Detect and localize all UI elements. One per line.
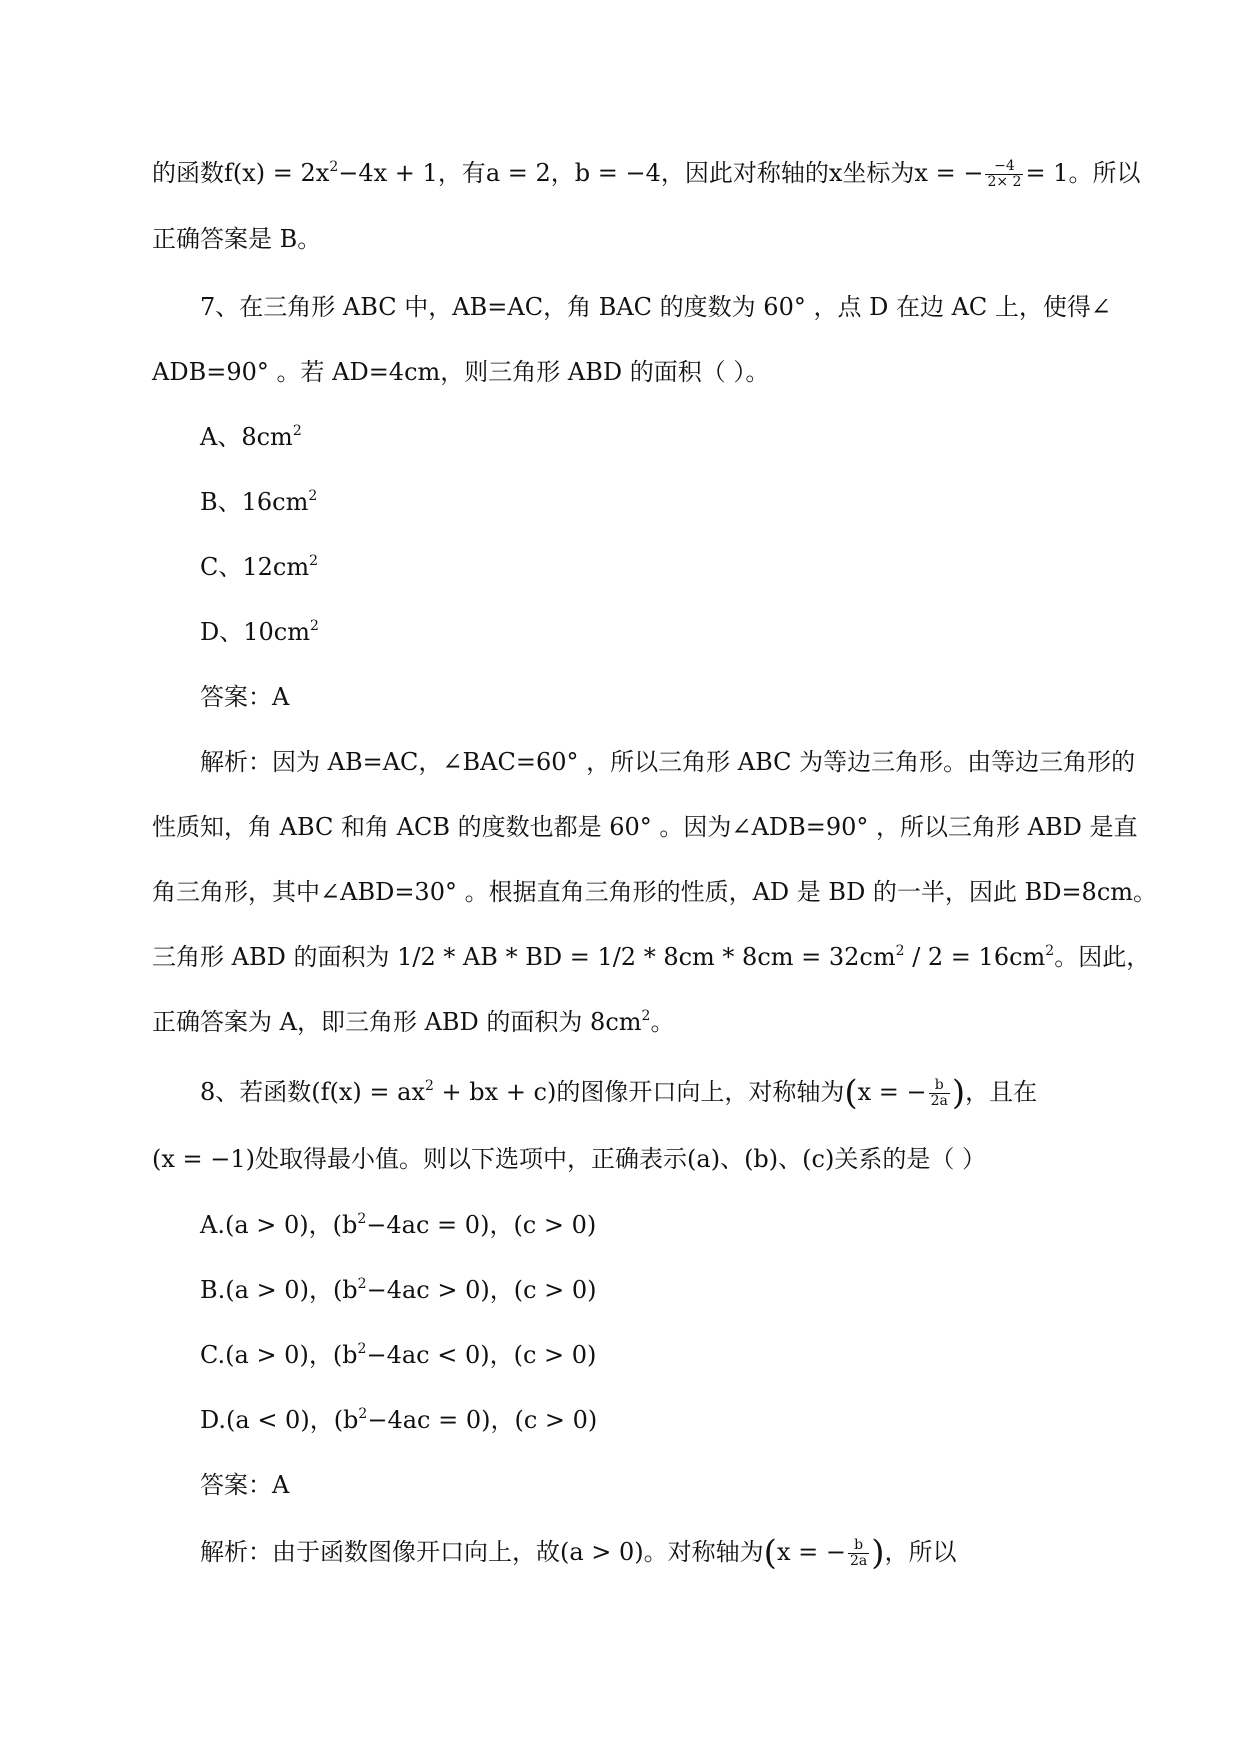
superscript: 2 [329,159,339,175]
text: 。所以 [1068,159,1141,187]
option-text: C、12cm [200,553,310,581]
answer-7: 答案：A [200,683,290,711]
text: 。对称轴为 [643,1538,764,1566]
math: (b [332,1211,358,1239]
text: ， [308,1211,333,1239]
math: + bx + c) [433,1078,557,1106]
question-7-line-1: 7、在三角形 ABC 中，AB=AC，角 BAC 的度数为 60° ，点 D 在边 AC 上，使得∠ [200,293,1112,321]
text: / 2 = 16cm [904,943,1046,971]
paren: ) [871,1533,885,1573]
fraction-denominator: 2a [930,1093,948,1109]
math: −4ac = 0) [366,1211,490,1239]
text: 。因此， [1054,943,1151,971]
math: (c) [802,1145,835,1173]
question-8-line-2 [152,1142,1102,1176]
superscript: 2 [309,553,319,569]
text: ， [308,1276,333,1304]
text: ， [550,159,575,187]
math: (c > 0) [513,1211,597,1239]
option-prefix: A. [200,1211,225,1239]
analysis-7-line-2: 性质知，角 ABC 和角 ACB 的度数也都是 60° 。因为∠ADB=90° ，所以三角形 ABD 是直 [152,813,1138,841]
math: (a) [687,1145,721,1173]
math: −4ac = 0) [367,1406,491,1434]
option-c [200,550,1150,584]
text: ， [489,1211,514,1239]
text: ，因此对称轴的 [660,159,829,187]
fraction-numerator: b [848,1538,869,1554]
text: ，有 [437,159,486,187]
math: (a < 0) [226,1406,310,1434]
math: −4ac > 0) [366,1276,490,1304]
option-a [200,420,1150,454]
fraction [985,159,1023,190]
text: 解析：由于函数图像开口向上，故 [200,1538,560,1566]
superscript: 2 [425,1078,434,1094]
math: (c > 0) [513,1341,597,1369]
text: 的图像开口向上，对称轴为 [556,1078,845,1106]
text-line: 正确答案是 B。 [152,225,322,253]
option-prefix: C. [200,1341,226,1369]
superscript: 2 [309,618,319,634]
math: (c > 0) [514,1406,598,1434]
analysis-8-line-1 [200,1533,1150,1573]
option-d [200,1403,1150,1437]
text: ， [308,1341,333,1369]
fraction [929,1078,950,1109]
math: (b [332,1276,358,1304]
option-b [200,1273,1150,1307]
text: 8、若函数 [200,1078,312,1106]
text: 正确答案为 A，即三角形 ABD 的面积为 8cm [152,1008,642,1036]
analysis-7-line-4 [152,940,1151,974]
text: ， [309,1406,334,1434]
math: = 1 [1025,159,1069,187]
superscript: 2 [641,1008,651,1024]
analysis-7-line-3: 角三角形，其中∠ABD=30° 。根据直角三角形的性质，AD 是 BD 的一半，因此 BD=8cm。 [152,878,1158,906]
text: 、 [720,1145,745,1173]
fraction-numerator: b [929,1078,950,1094]
text: 。 [650,1008,675,1036]
superscript: 2 [1045,943,1055,959]
paren: ( [763,1533,777,1573]
option-text: A、8cm [200,423,293,451]
option-prefix: B. [200,1276,226,1304]
option-a [200,1208,1150,1242]
option-text: D、10cm [200,618,310,646]
paren: ( [844,1073,858,1113]
fraction-denominator: 2a [849,1553,868,1569]
math: (b) [744,1145,779,1173]
answer-8: 答案：A [200,1471,290,1499]
fraction-numerator: −4 [985,159,1023,175]
question-8-line-1 [200,1073,1150,1113]
math: x [828,159,843,187]
text: ，所以 [884,1538,957,1566]
superscript: 2 [358,1406,368,1422]
text-line [152,156,1141,190]
option-c [200,1338,1150,1372]
fraction-denominator: 2× 2 [987,174,1022,190]
superscript: 2 [895,943,905,959]
math: (a > 0) [225,1276,309,1304]
fraction [848,1538,869,1569]
superscript: 2 [292,423,302,439]
paren: ) [951,1073,966,1113]
math: (b [333,1406,359,1434]
question-7-line-2: ADB=90° 。若 AD=4cm，则三角形 ABD 的面积（ ）。 [152,358,770,386]
math: (a > 0) [560,1538,644,1566]
math: (a > 0) [225,1341,309,1369]
text: ，且在 [965,1078,1038,1106]
math: (c > 0) [513,1276,597,1304]
analysis-7-line-5 [152,1005,1102,1039]
superscript: 2 [357,1276,367,1292]
math: b = −4 [574,159,661,187]
text: 的函数 [152,159,224,187]
text: ， [489,1276,514,1304]
math: x = − [914,159,984,187]
math: x = − [776,1538,846,1566]
math: −4ac < 0) [366,1341,490,1369]
text: ， [489,1341,514,1369]
text: 关系的是（ ） [834,1145,986,1173]
math: (f(x) = ax [311,1078,425,1106]
math: x = − [857,1078,927,1106]
math: (x = −1) [152,1145,256,1173]
superscript: 2 [357,1211,367,1227]
math: −4x + 1 [338,159,438,187]
math: f(x) = 2x [224,159,330,187]
math: (b [332,1341,358,1369]
option-d [200,615,1150,649]
option-text: B、16cm [200,488,309,516]
superscript: 2 [357,1341,367,1357]
text: 三角形 ABD 的面积为 1/2 * AB * BD = 1/2 * 8cm * 8cm = 32cm [152,943,896,971]
superscript: 2 [308,488,318,504]
option-prefix: D. [200,1406,227,1434]
text: 处取得最小值。则以下选项中，正确表示 [255,1145,688,1173]
option-b [200,485,1150,519]
text: 坐标为 [842,159,915,187]
text: ， [490,1406,515,1434]
analysis-7-line-1: 解析：因为 AB=AC，∠BAC=60° ，所以三角形 ABC 为等边三角形。由等边三角形的 [200,748,1136,776]
math: (a > 0) [224,1211,309,1239]
text: 、 [778,1145,803,1173]
math: a = 2 [485,159,551,187]
